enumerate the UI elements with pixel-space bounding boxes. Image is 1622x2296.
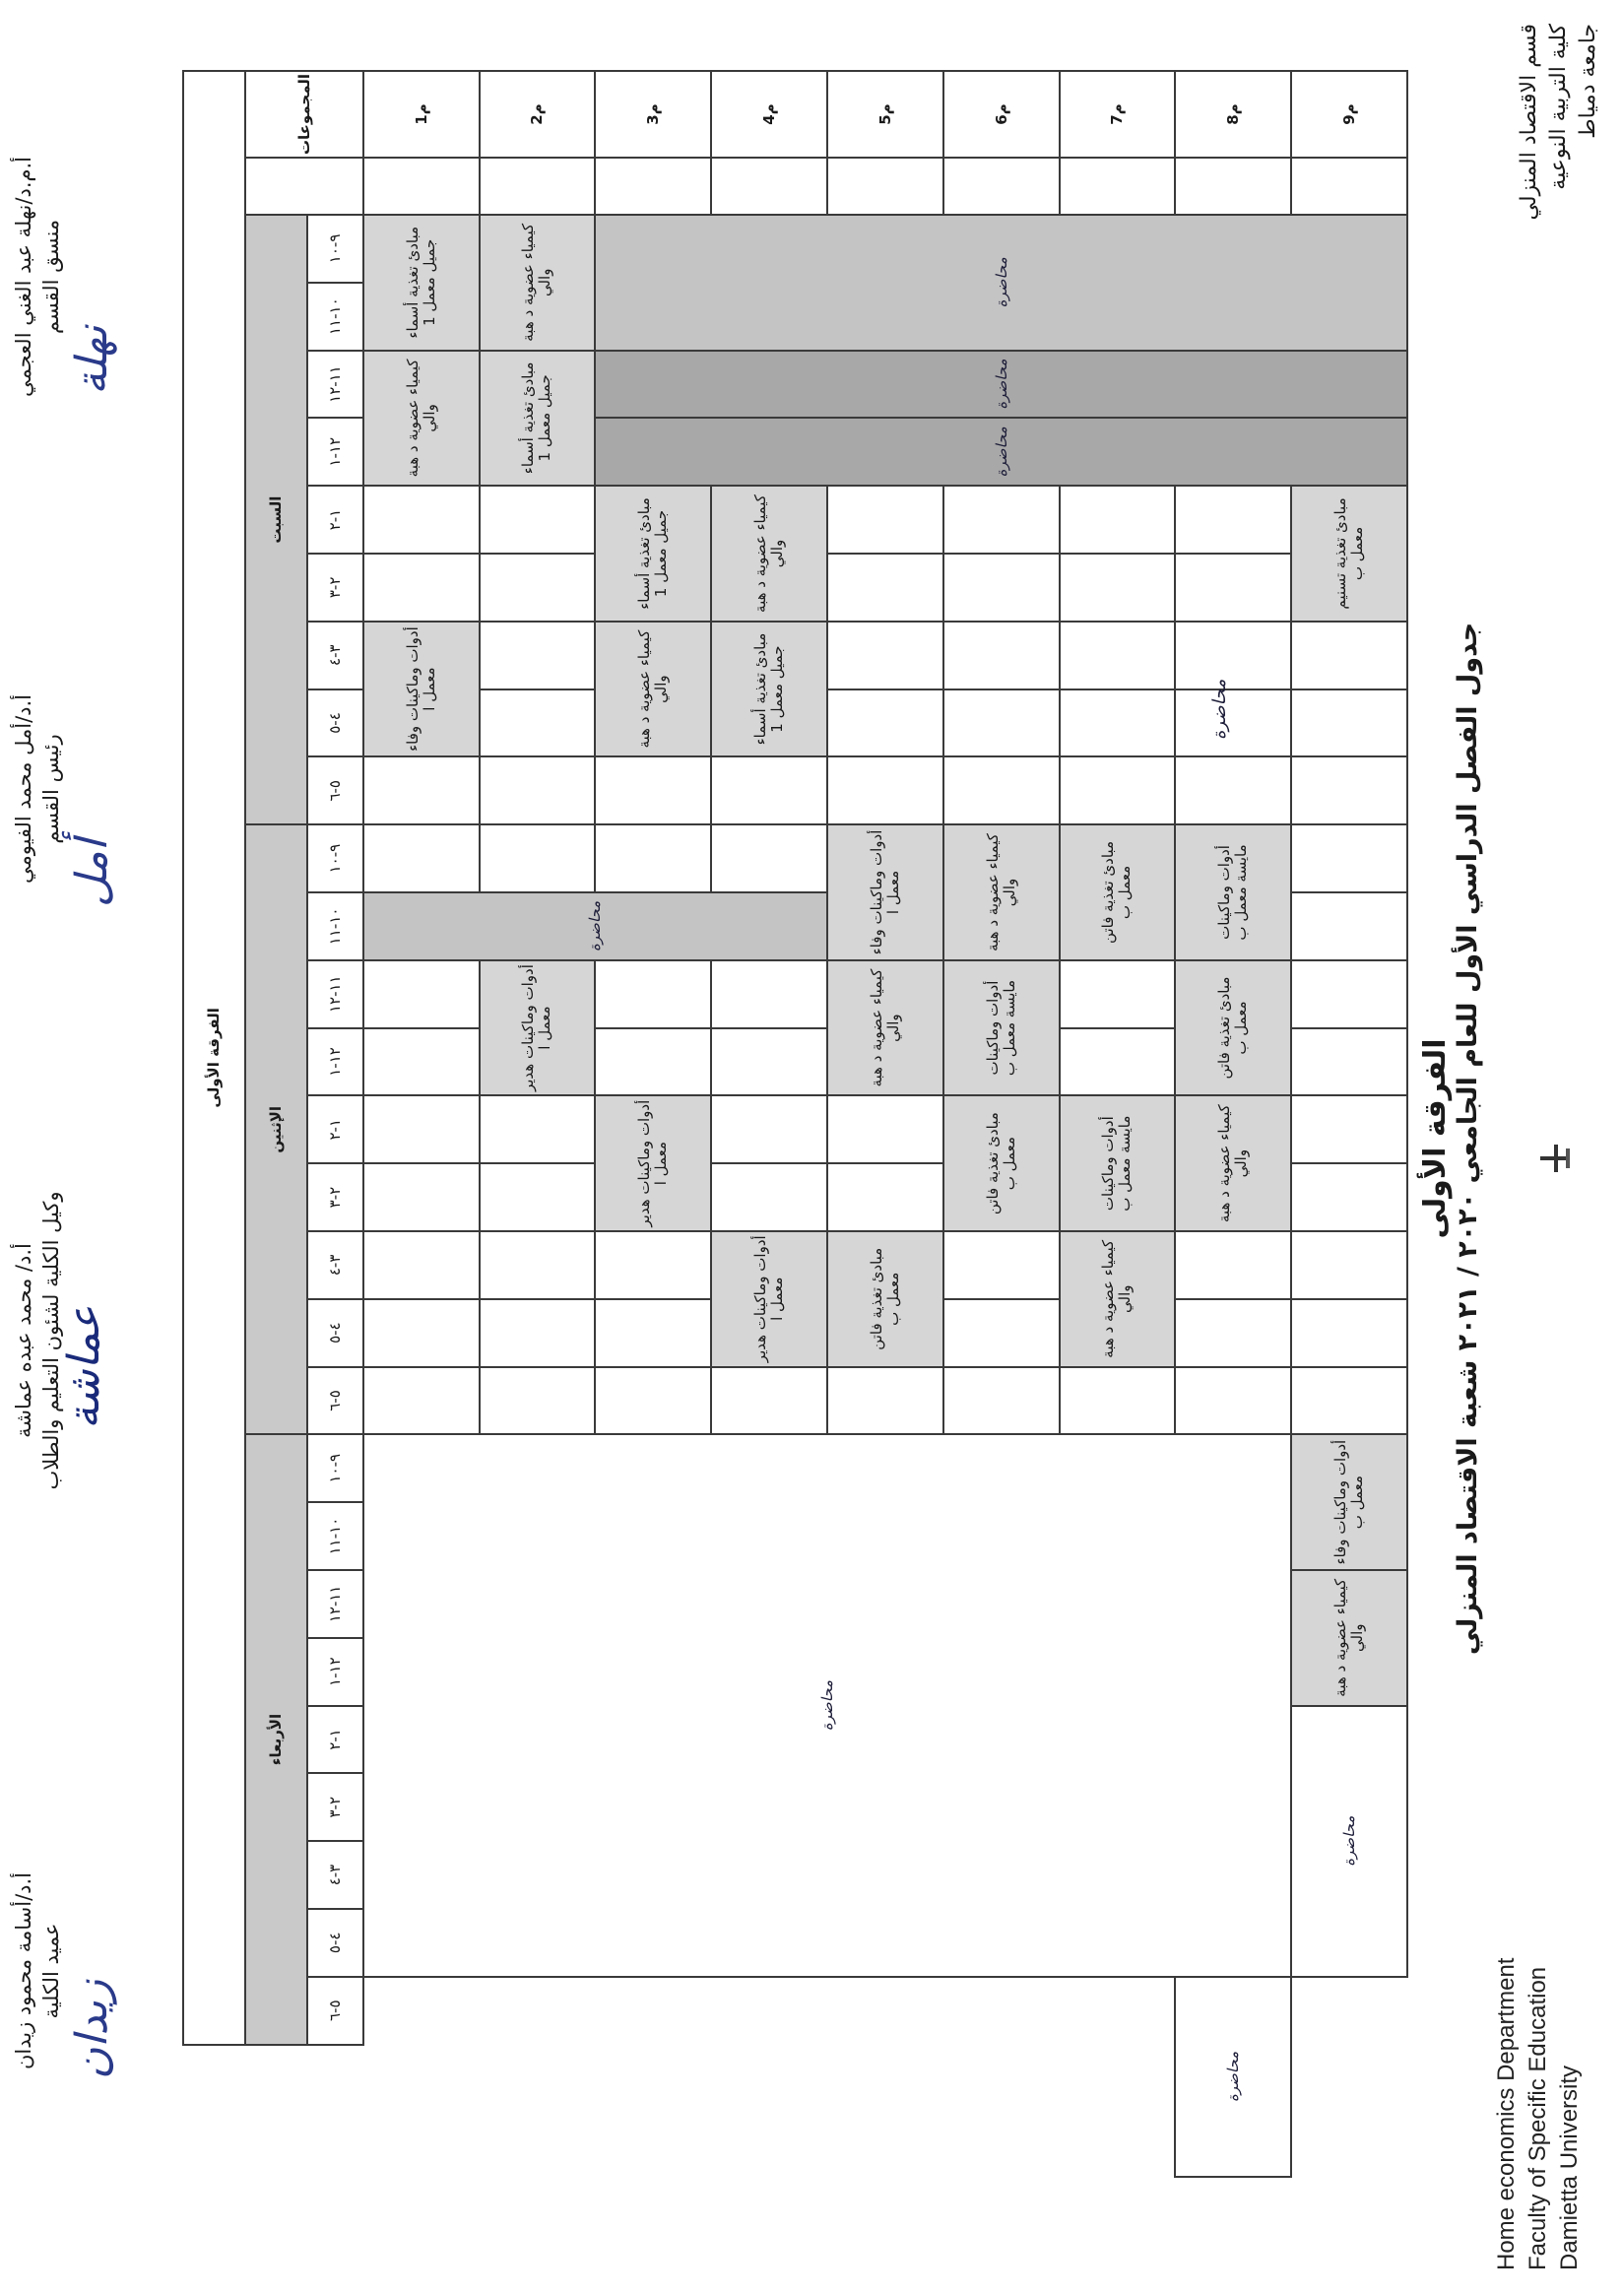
head-title: رئيس القسم [39,734,63,844]
class-cell: أدوات وماكينات هدير معمل ا [480,960,596,1096]
class-cell: كيمياء عضوية د هبة والي [595,622,711,757]
group-label: م4 [711,71,827,158]
class-cell: كيمياء عضوية د هبة والي [363,351,480,487]
slot: ٩-١٠ [307,215,363,283]
class-cell: أدوات وماكينات وفاء معمل ا [827,824,943,960]
dean-signature-icon: ﺯﻳﺪﺍﻥ [67,1979,117,2079]
class-cell: كيمياء عضوية د هبة والي [943,824,1060,960]
class-cell: مبادئ تغذية أسماء جميل معمل 1 [595,486,711,622]
slot: ٥-٦ [307,756,363,824]
slot: ٤-٥ [307,689,363,757]
day-wednesday: الأربعاء [245,1434,307,2044]
class-cell: مبادئ تغذية أسماء جميل معمل 1 [363,215,480,351]
faculty-name-ar: كلية التربية النوعية [1546,24,1571,190]
slot: ١٠-١١ [307,892,363,960]
vice-dean-signature-icon: ﻋﻤﺎﺷﺔ [59,1305,109,1429]
university-logo [1536,1114,1579,1203]
vice-dean-title: وكيل الكلية لشئون التعليم والطلاب [39,1191,63,1490]
class-cell: أدوات وماكينات وفاء معمل ا [363,622,480,757]
class-cell: كيمياء عضوية د هبة والي [1060,1231,1176,1367]
lecture-cell: محاضرة [363,1434,1291,1976]
slot: ٩-١٠ [307,1434,363,1502]
class-cell: أدوات وماكينات مايسة معمل ب [943,960,1060,1096]
slot: ٢-٣ [307,1773,363,1841]
group-label: م9 [1291,71,1407,158]
day-monday: الإثنين [245,824,307,1434]
lecture-cell: محاضرة [1175,1977,1291,2177]
group-label: م6 [943,71,1060,158]
coordinator-title: منسق القسم [39,219,63,335]
head-signature-icon: ﺃﻣﻞ [67,838,117,907]
lecture-cell: محاضرة [595,351,1407,419]
slot: ٤-٥ [307,1299,363,1367]
class-cell: كيمياء عضوية د هبة والي [711,486,827,622]
class-cell: مبادئ تغذية تسنيم معمل ب [1291,486,1407,622]
coordinator-name: أ.م.د/نهلة عبد الغني العجمي [12,156,35,398]
slot: ٣-٤ [307,1841,363,1909]
corner-cell [245,158,363,215]
class-cell: مبادئ تغذية أسماء جميل معمل 1 [711,622,827,757]
class-cell: أدوات وماكينات هدير معمل ا [595,1095,711,1231]
level-title: الفرقة الأولى [1418,1038,1453,1239]
slot: ٢-٣ [307,554,363,622]
faculty-name-en: Faculty of Specific Education [1525,1966,1551,2270]
department-name-en: Home economics Department [1493,1957,1520,2270]
group-label: م2 [480,71,596,158]
class-cell: مبادئ تغذية فاتن معمل ب [1175,960,1291,1096]
group-label: م8 [1175,71,1291,158]
slot: ١١-١٢ [307,351,363,419]
slot: ٩-١٠ [307,824,363,892]
class-cell: مبادئ تغذية فاتن معمل ب [1060,824,1176,960]
vice-dean-name: أ.د/ محمد عبده عماشة [12,1243,35,1438]
class-cell: كيمياء عضوية د هبة والي [1175,1095,1291,1231]
lecture-cell: محاضرة [595,418,1407,486]
dean-title: عميد الكلية [39,1923,63,2019]
day-saturday: السبت [245,215,307,824]
coordinator-signature-icon: ﻧﻬﻠﺔ [67,325,117,395]
level-header: الفرقة الأولى [183,71,245,2045]
class-cell: مبادئ تغذية فاتن معمل ب [827,1231,943,1367]
class-cell: أدوات وماكينات مايسة معمل ب [1060,1095,1176,1231]
slot: ٣-٤ [307,622,363,689]
groups-header: المجموعات [245,71,363,158]
class-cell: مبادئ تغذية أسماء جميل معمل 1 [480,351,596,487]
slot: ١٢-١ [307,418,363,486]
class-cell: أدوات وماكينات مايسة معمل ب [1175,824,1291,960]
class-cell: أدوات وماكينات وفاء معمل ب [1291,1434,1407,1570]
slot: ١-٢ [307,1095,363,1163]
slot: ٣-٤ [307,1231,363,1299]
class-cell: أدوات وماكينات هدير معمل ا [711,1231,827,1367]
slot: ١-٢ [307,486,363,554]
schedule-title: جدول الفصل الدراسي الأول للعام الجامعي ٢٠٢٠ / ٢٠٢١ شعبة الاقتصاد المنزلي [1453,622,1483,1656]
department-name-ar: قسم الاقتصاد المنزلي [1517,24,1541,221]
class-cell: كيمياء عضوية د هبة والي [480,215,596,351]
group-label: م7 [1060,71,1176,158]
dean-name: أ.د/أسامة محمود زيدان [12,1871,35,2070]
logo-emblem-icon [1536,1139,1576,1178]
university-name-ar: جامعة دمياط [1576,24,1600,139]
slot: ١-٢ [307,1706,363,1774]
slot: ٤-٥ [307,1909,363,1977]
head-name: أ.د/أمل محمد الفيومي [12,693,35,885]
lecture-cell: محاضرة [595,215,1407,351]
class-cell: كيمياء عضوية د هبة والي [1291,1570,1407,1706]
slot: ١١-١٢ [307,1570,363,1638]
class-cell: مبادئ تغذية فاتن معمل ب [943,1095,1060,1231]
slot: ١٠-١١ [307,283,363,351]
slot: ١٢-١ [307,1028,363,1096]
slot: ٥-٦ [307,1367,363,1435]
group-label: م3 [595,71,711,158]
slot: ١٢-١ [307,1638,363,1706]
slot: ١٠-١١ [307,1502,363,1570]
lecture-note: محاضرة [1209,679,1230,740]
group-label: م1 [363,71,480,158]
lecture-cell: محاضرة [363,892,827,960]
slot: ١١-١٢ [307,960,363,1028]
slot: ٢-٣ [307,1163,363,1231]
lecture-cell: محاضرة [1291,1706,1407,1977]
class-cell: كيمياء عضوية د هبة والي [827,960,943,1096]
university-name-en: Damietta University [1556,2065,1583,2270]
group-label: م5 [827,71,943,158]
slot: ٥-٦ [307,1977,363,2045]
